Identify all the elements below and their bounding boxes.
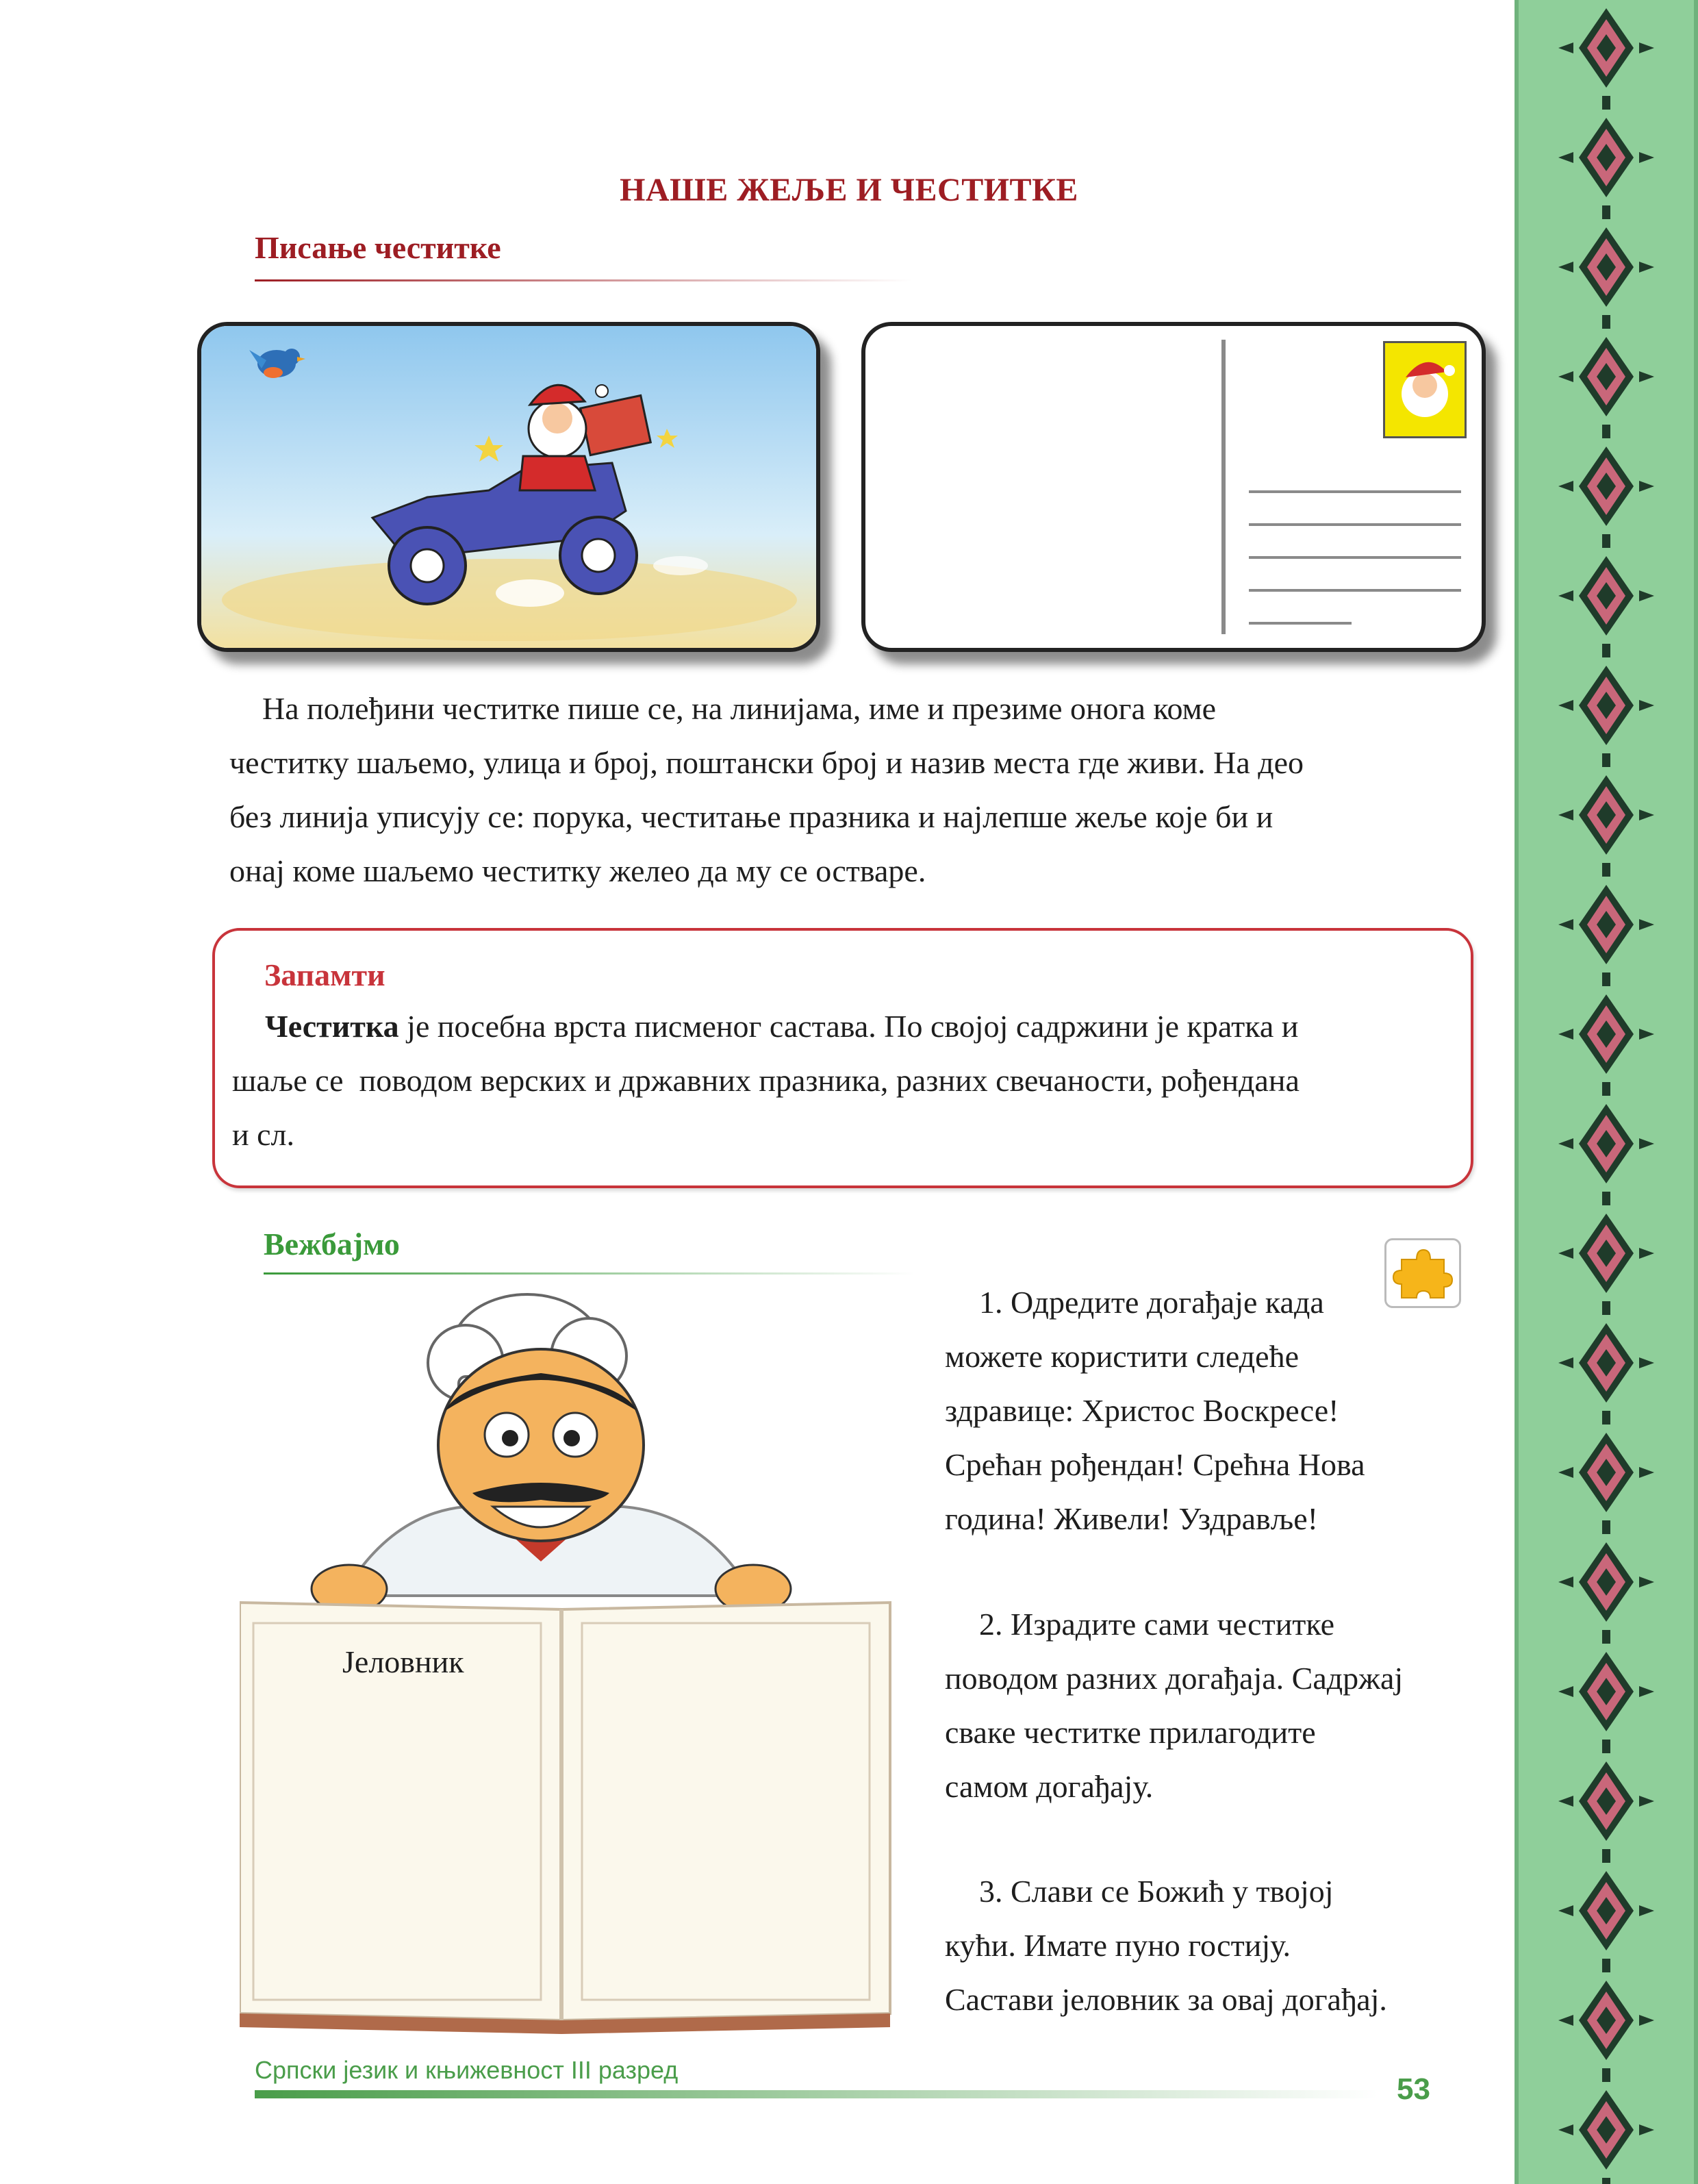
ornament-connector: [1602, 1411, 1610, 1424]
ornament-motif: [1558, 447, 1654, 526]
remember-line: и сл.: [232, 1117, 294, 1152]
ornament-connector: [1602, 863, 1610, 877]
ornament-connector: [1602, 1301, 1610, 1315]
ornament-connector: [1602, 315, 1610, 329]
ornament-motif: [1558, 227, 1654, 307]
exercise-line: поводом разних догађаја. Садржај: [945, 1661, 1404, 1696]
ornament-connector: [1602, 753, 1610, 767]
exercise-line: 1. Одредите догађаје када: [979, 1285, 1324, 1320]
ornament-connector: [1602, 972, 1610, 986]
ornament-connector: [1602, 1082, 1610, 1096]
ornament-motif: [1558, 1104, 1654, 1183]
ornament-connector: [1602, 534, 1610, 548]
footer-book-title: Српски језик и књижевност III разред: [255, 2056, 679, 2084]
ornament-motif: [1558, 1214, 1654, 1293]
remember-box: [212, 928, 1473, 1188]
section-heading-practice: Вежбајмо: [264, 1227, 400, 1262]
section-rule: [264, 1272, 914, 1275]
paragraph-line: без линија уписују се: порука, честитање празника и најлепше жеље које би и: [229, 799, 1274, 834]
page-title: НАШЕ ЖЕЉЕ И ЧЕСТИТКЕ: [620, 172, 1078, 208]
remember-heading: Запамти: [264, 957, 385, 992]
ornament-motif: [1558, 1652, 1654, 1731]
postcard-divider: [1221, 340, 1226, 634]
exercise-line: 3. Слави се Божић у твојој: [979, 1874, 1334, 1909]
remember-line-rest: је посебна врста писменог састава. По својој садржини је кратка и: [398, 1009, 1299, 1044]
ornament-motif: [1558, 666, 1654, 745]
exercise-3: [945, 1864, 1479, 2026]
menu-label: Јеловник: [342, 1644, 464, 1679]
exercise-line: кући. Имате пуно гостију.: [945, 1928, 1291, 1963]
paragraph-line: онај коме шаљемо честитку желео да му се остваре.: [229, 853, 926, 888]
remember-line: шаље се поводом верских и државних празника, разних свечаности, рођендана: [232, 1063, 1300, 1098]
ornament-motif: [1558, 1871, 1654, 1950]
exercise-line: самом догађају.: [945, 1769, 1154, 1804]
chef-menu-illustration: [240, 1288, 924, 2041]
exercise-2: [945, 1597, 1479, 1813]
ornament-connector: [1602, 644, 1610, 657]
address-line: [1249, 556, 1461, 559]
ornament-connector: [1602, 1740, 1610, 1753]
address-line: [1249, 622, 1352, 625]
ornament-connector: [1602, 1630, 1610, 1644]
exercise-line: Срећан рођендан! Срећна Нова: [945, 1447, 1365, 1482]
page-number: 53: [1397, 2072, 1430, 2106]
ornament-connector: [1602, 1959, 1610, 1972]
exercise-line: сваке честитке прилагодите: [945, 1715, 1316, 1750]
santa-stamp-icon: [1383, 341, 1467, 438]
paragraph-line: честитку шаљемо, улица и број, поштански број и назив места где живи. На део: [229, 745, 1304, 780]
ornament-connector: [1602, 1520, 1610, 1534]
exercise-line: 2. Израдите сами честитке: [979, 1607, 1335, 1642]
ornament-motif: [1558, 1981, 1654, 2060]
ornament-motif: [1558, 118, 1654, 197]
exercise-1: [945, 1275, 1479, 1546]
ornament-connector: [1602, 96, 1610, 110]
remember-line: [232, 999, 1465, 1053]
ornament-motif: [1558, 1433, 1654, 1512]
border-ornament: [1515, 0, 1698, 2184]
remember-text: [232, 999, 1465, 1162]
ornament-connector: [1602, 1192, 1610, 1205]
postcard-front: [197, 322, 820, 652]
ornament-connector: [1602, 2068, 1610, 2082]
ornament-motif: [1558, 1323, 1654, 1403]
address-line: [1249, 523, 1461, 526]
ornament-motif: [1558, 1761, 1654, 1841]
ornament-motif: [1558, 337, 1654, 416]
ornament-motif: [1558, 1542, 1654, 1622]
ornament-motif: [1558, 8, 1654, 88]
instruction-paragraph: [229, 681, 1489, 898]
ornament-motif: [1558, 2090, 1654, 2170]
santa-car-illustration: [201, 326, 816, 648]
address-line: [1249, 589, 1461, 592]
ornament-connector: [1602, 2178, 1610, 2184]
paragraph-line: На полеђини честитке пише се, на линијама, име и презиме онога коме: [262, 691, 1217, 726]
exercise-line: можете користити следеће: [945, 1339, 1299, 1374]
term-bold: Честитка: [265, 1009, 399, 1044]
address-line: [1249, 490, 1461, 493]
footer-rule: [255, 2090, 1378, 2098]
ornament-motif: [1558, 885, 1654, 964]
exercise-line: година! Живели! Уздравље!: [945, 1501, 1318, 1536]
ornament-connector: [1602, 205, 1610, 219]
decorative-border: [1515, 0, 1698, 2184]
ornament-motif: [1558, 556, 1654, 636]
exercise-line: здравице: Христос Воскресе!: [945, 1393, 1339, 1428]
ornament-motif: [1558, 994, 1654, 1074]
ornament-connector: [1602, 1849, 1610, 1863]
section-heading-writing: Писање честитке: [255, 230, 501, 265]
ornament-motif: [1558, 775, 1654, 855]
postcard-back: [861, 322, 1486, 652]
ornament-connector: [1602, 425, 1610, 438]
exercise-line: Састави јеловник за овај догађај.: [945, 1982, 1387, 2017]
section-rule: [255, 279, 912, 281]
